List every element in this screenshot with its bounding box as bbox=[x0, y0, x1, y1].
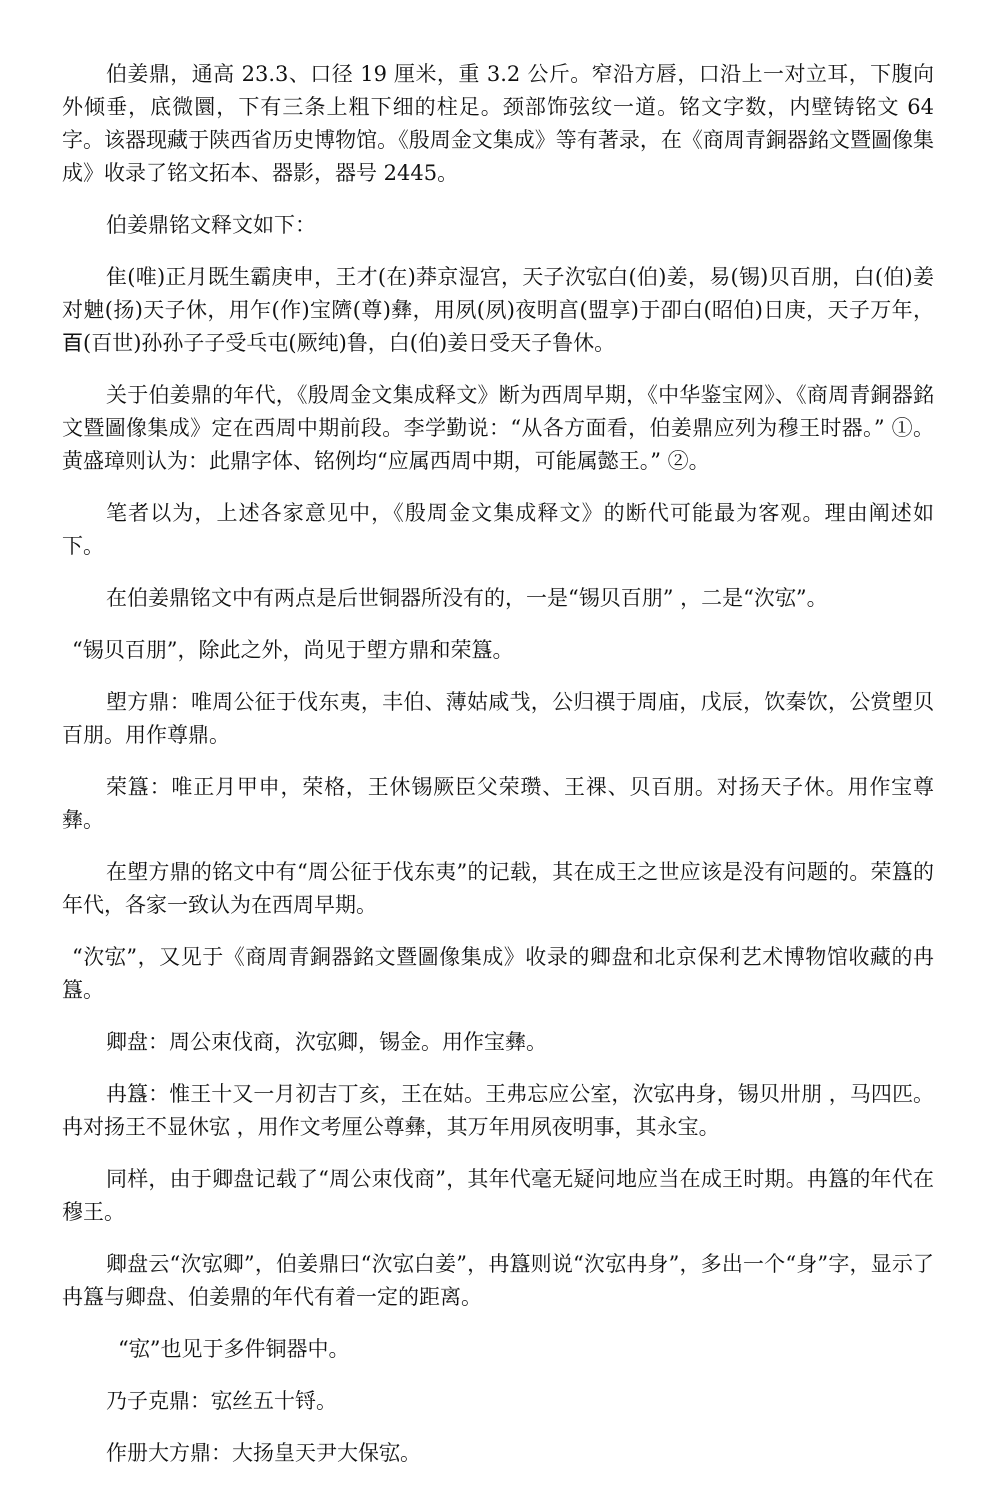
paragraph-qingpan-dating: 同样，由于卿盘记载了“周公朿伐商”，其年代毫无疑问地应当在成王时期。冉簋的年代在穆王。 bbox=[62, 1167, 934, 1224]
paragraph-yu-char: “宖”也见于多件铜器中。 bbox=[118, 1337, 350, 1361]
paragraph-qingpan: 卿盘：周公朿伐商，㳄宖卿，锡金。用作宝彝。 bbox=[106, 1030, 547, 1054]
paragraph-fangding-dating: 在塱方鼎的铭文中有“周公征于伐东夷”的记载，其在成王之世应该是没有问题的。荣簋的年代，各家一致认为在西周早期。 bbox=[62, 860, 934, 917]
paragraph-author-opinion: 笔者以为，上述各家意见中，《殷周金文集成释文》的断代可能最为客观。理由阐述如下。 bbox=[62, 501, 934, 558]
paragraph-description: 伯姜鼎，通高 23.3、口径 19 厘米，重 3.2 公斤。窄沿方唇，口沿上一对立耳，下腹向外倾垂，底微圜，下有三条上粗下细的柱足。颈部饰弦纹一道。铭文字数，内壁铸铭文 64 字。该器现藏于陕西省历史博物馆。《殷周金文集成》等有著录，在《商周青銅器銘文暨圖像集成》收录了铭文拓本、器影，器号 2445。 bbox=[62, 62, 934, 185]
paragraph-fangding: 塱方鼎：唯周公征于伐东夷，丰伯、薄姑咸𢦏，公归禩于周庙，戊辰，饮秦饮，公赏塱贝百朋。用作尊鼎。 bbox=[62, 690, 934, 747]
paragraph-mieyu: “㳄宖”，又见于《商周青銅器銘文暨圖像集成》收录的卿盘和北京保利艺术博物馆收藏的冉簋。 bbox=[62, 945, 934, 1002]
paragraph-rangui: 冉簋：惟王十又一月初吉丁亥，王在姑。王弗忘应公室，㳄宖冉身，锡贝卅朋 ，马四匹。冉对扬王不显休宖 ，用作文考厘公尊彝，其万年用夙夜明事，其永宝。 bbox=[62, 1082, 934, 1139]
paragraph-naizi-keding: 乃子克鼎：宖丝五十锊。 bbox=[106, 1389, 337, 1413]
document-page bbox=[62, 58, 934, 1489]
paragraph-two-points: 在伯姜鼎铭文中有两点是后世铜器所没有的，一是“锡贝百朋” ，二是“㳄宖”。 bbox=[106, 586, 828, 610]
paragraph-xibei-baipeng: “锡贝百朋”，除此之外，尚见于塱方鼎和荣簋。 bbox=[72, 638, 514, 662]
paragraph-dating-views: 关于伯姜鼎的年代，《殷周金文集成释文》断为西周早期，《中华鉴宝网》、《商周青銅器銘文暨圖像集成》定在西周中期前段。李学勤说：“从各方面看，伯姜鼎应列为穆王时器。” ①。黄盛璋则认为：此鼎字体、铭例均“应属西周中期，可能属懿王。” ②。 bbox=[62, 383, 934, 473]
paragraph-zuoce-dafangding: 作册大方鼎：大扬皇天尹大保宖。 bbox=[106, 1441, 421, 1465]
paragraph-comparison: 卿盘云“㳄宖卿”，伯姜鼎曰“㳄宖白姜”，冉簋则说“㳄宖冉身”，多出一个“身”字，显示了冉簋与卿盘、伯姜鼎的年代有着一定的距离。 bbox=[62, 1252, 934, 1309]
paragraph-inscription-heading: 伯姜鼎铭文释文如下： bbox=[106, 213, 316, 237]
paragraph-ronggui: 荣簋：唯正月甲申，荣格，王休锡厥臣父荣瓒、王祼、贝百朋。对扬天子休。用作宝尊彝。 bbox=[62, 775, 934, 832]
paragraph-inscription-text: 隹(唯)正月既生霸庚申，王才(在)莽京湿宫，天子㳄宖白(伯)姜，易(锡)贝百朋，白(伯)姜对䰠(扬)天子休，用乍(作)宝隮(尊)彝，用夙(夙)夜明亯(盟享)于卲白(昭伯)日庚，天子万年，𦣻(百世)孙孙子子受乓屯(厥纯)鲁，白(伯)姜日受天子鲁休。 bbox=[62, 265, 934, 355]
